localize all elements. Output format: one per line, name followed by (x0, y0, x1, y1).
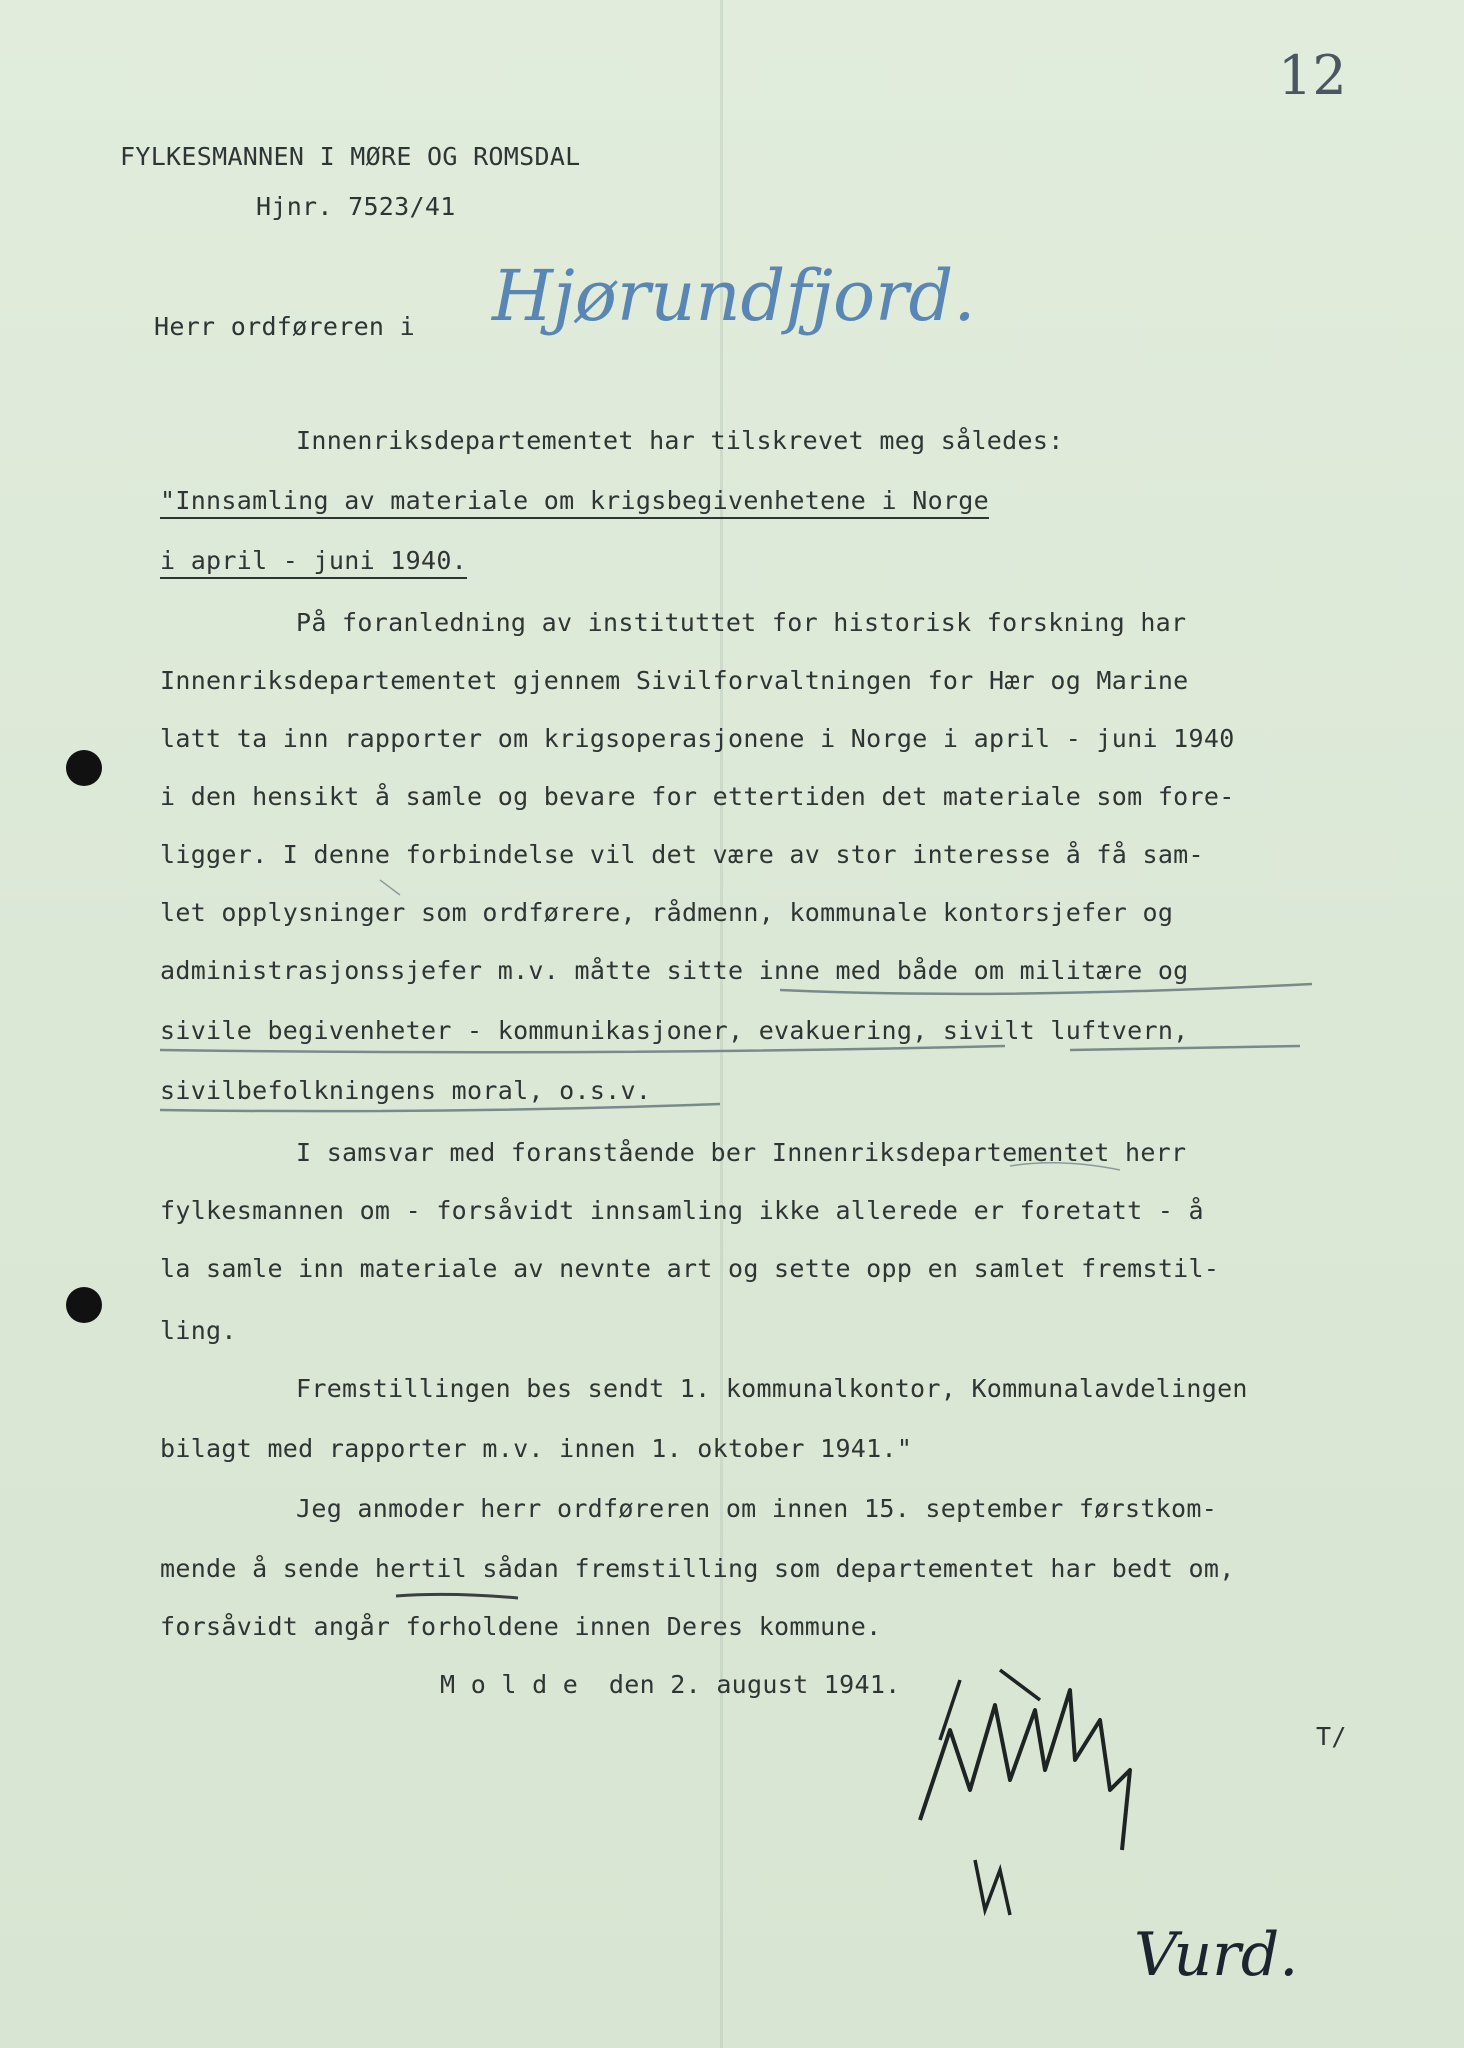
paragraph-4-line: Jeg anmoder herr ordføreren om innen 15. september førstkom- (296, 1494, 1218, 1523)
paragraph-1-line: På foranledning av instituttet for historisk forskning har (296, 608, 1187, 637)
paragraph-4-line: forsåvidt angår forholdene innen Deres kommune. (160, 1612, 882, 1641)
paragraph-1-line: administrasjonssjefer m.v. måtte sitte inne med både om militære og (160, 956, 1189, 985)
paragraph-1-line: Innenriksdepartementet gjennem Sivilforvaltningen for Hær og Marine (160, 666, 1189, 695)
place-date: M o l d e den 2. august 1941. (440, 1670, 901, 1699)
paragraph-1-line: sivilbefolkningens moral, o.s.v. (160, 1076, 652, 1105)
paragraph-1-line: sivile begivenheter - kommunikasjoner, evakuering, sivilt luftvern, (160, 1016, 1189, 1045)
paragraph-2-line: la samle inn materiale av nevnte art og sette opp en samlet fremstil- (160, 1254, 1220, 1283)
typist-initials: T/ (1316, 1722, 1347, 1751)
paragraph-3-line: Fremstillingen bes sendt 1. kommunalkontor, Kommunalavdelingen (296, 1374, 1248, 1403)
paragraph-1-line: latt ta inn rapporter om krigsoperasjonene i Norge i april - juni 1940 (160, 724, 1235, 753)
page-number: 12 (1278, 44, 1347, 107)
paragraph-3-line: bilagt med rapporter m.v. innen 1. oktober 1941." (160, 1434, 913, 1463)
quote-title-line-2: i april - juni 1940. (160, 546, 467, 579)
paragraph-1-line: ligger. I denne forbindelse vil det være av stor interesse å få sam- (160, 840, 1204, 869)
paragraph-4-line: mende å sende hertil sådan fremstilling som departementet har bedt om, (160, 1554, 1235, 1583)
paragraph-1-line: i den hensikt å samle og bevare for ettertiden det materiale som fore- (160, 782, 1235, 811)
paragraph-2-line: fylkesmannen om - forsåvidt innsamling ikke allerede er foretatt - å (160, 1196, 1204, 1225)
paragraph-1-line: let opplysninger som ordførere, rådmenn, kommunale kontorsjefer og (160, 898, 1174, 927)
intro-line: Innenriksdepartementet har tilskrevet meg således: (296, 426, 1064, 455)
paragraph-2-line: I samsvar med foranstående ber Innenriksdepartementet herr (296, 1138, 1187, 1167)
paragraph-2-line: ling. (160, 1316, 237, 1345)
recipient-prefix: Herr ordføreren i (154, 312, 415, 341)
signature (900, 1650, 1200, 1950)
office-header: FYLKESMANNEN I MØRE OG ROMSDAL (120, 142, 581, 171)
quote-title-line-1: "Innsamling av materiale om krigsbegivenhetene i Norge (160, 486, 989, 519)
handwritten-note: Vurd. (1134, 1920, 1299, 1990)
punch-hole (66, 1287, 102, 1323)
punch-hole (66, 750, 102, 786)
journal-ref: Hjnr. 7523/41 (256, 192, 456, 221)
handwritten-place: Hjørundfjord. (492, 255, 976, 337)
